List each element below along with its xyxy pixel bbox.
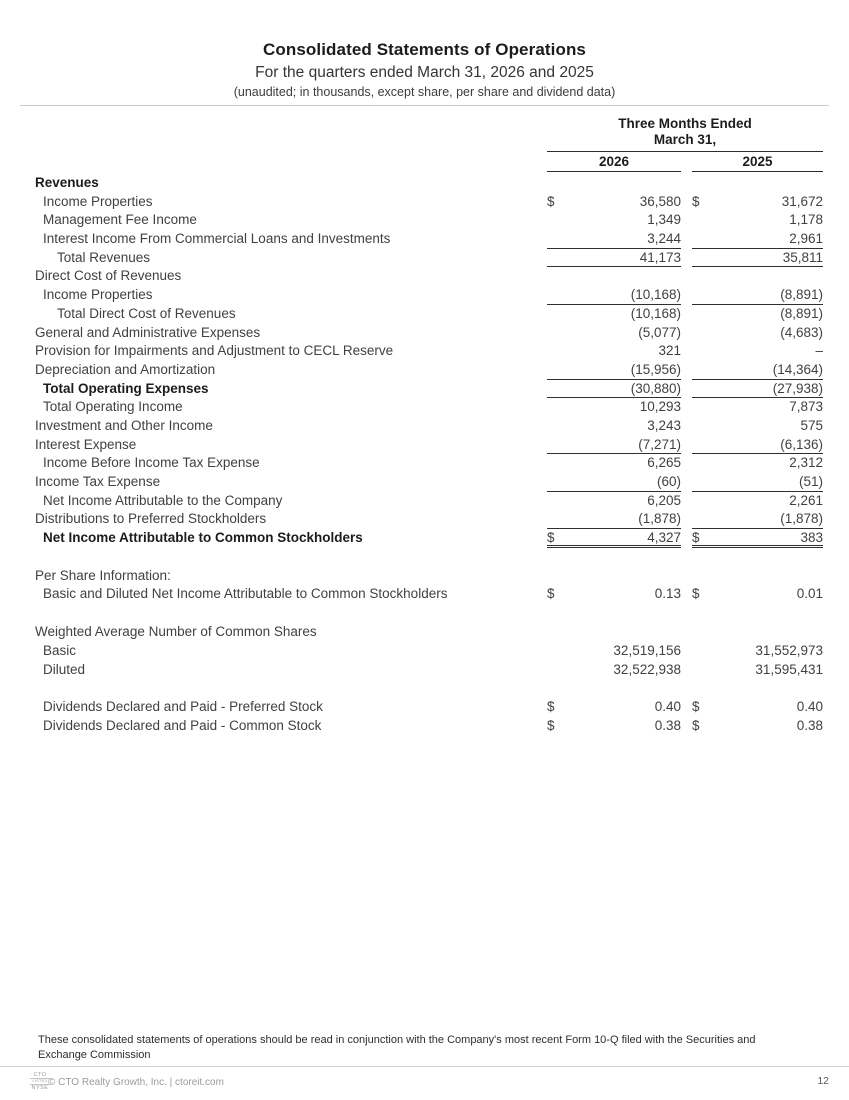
value-cell-2026 bbox=[547, 380, 681, 399]
dollar-sign: $ bbox=[692, 717, 700, 733]
value-cell-2025 bbox=[692, 567, 823, 586]
value-cell-2025 bbox=[692, 342, 823, 361]
row-label: Management Fee Income bbox=[43, 212, 197, 228]
row-label: Income Properties bbox=[43, 193, 153, 209]
table-row bbox=[35, 193, 823, 212]
row-label: Dividends Declared and Paid - Preferred Stock bbox=[43, 699, 323, 715]
row-label: Revenues bbox=[35, 175, 99, 190]
cell-value: (14,364) bbox=[772, 361, 823, 377]
value-cell-2026 bbox=[547, 623, 681, 642]
value-cell-2026 bbox=[547, 529, 681, 548]
cell-value: (10,168) bbox=[630, 305, 681, 321]
table-row bbox=[35, 249, 823, 268]
cell-value: 0.38 bbox=[654, 717, 681, 733]
dollar-sign: $ bbox=[547, 193, 555, 209]
row-label: Total Direct Cost of Revenues bbox=[57, 305, 236, 321]
table-row bbox=[35, 436, 823, 455]
table-row bbox=[35, 623, 823, 642]
table-row bbox=[35, 510, 823, 529]
value-cell-2026 bbox=[547, 698, 681, 717]
header-divider bbox=[20, 105, 829, 106]
value-cell-2025 bbox=[692, 492, 823, 511]
period-header bbox=[547, 116, 823, 152]
value-cell-2026 bbox=[547, 305, 681, 324]
dollar-sign: $ bbox=[692, 699, 700, 715]
cell-value: 383 bbox=[800, 530, 823, 546]
dollar-sign: $ bbox=[547, 717, 555, 733]
value-cell-2025 bbox=[692, 454, 823, 473]
table-row bbox=[35, 342, 823, 361]
value-cell-2026 bbox=[547, 286, 681, 305]
footnote-text: These consolidated statements of operations should be read in conjunction with the Company's most recent Form 10-Q filed with the Securities and Exchange Commission bbox=[38, 1034, 756, 1062]
value-cell-2026 bbox=[547, 510, 681, 529]
value-cell-2025 bbox=[692, 267, 823, 286]
page-footer bbox=[0, 1067, 849, 1100]
value-cell-2025 bbox=[692, 717, 823, 736]
dollar-sign: $ bbox=[692, 193, 700, 209]
logo-cto-text: CTO bbox=[33, 1072, 47, 1078]
row-label: Diluted bbox=[43, 661, 86, 677]
cell-value: (27,938) bbox=[772, 380, 823, 396]
value-cell-2025 bbox=[692, 642, 823, 661]
cell-value: (4,683) bbox=[780, 324, 823, 340]
value-cell-2025 bbox=[692, 230, 823, 249]
cell-value: (60) bbox=[656, 474, 681, 489]
table-row bbox=[35, 267, 823, 286]
value-cell-2025 bbox=[692, 361, 823, 380]
cell-value: (8,891) bbox=[780, 287, 823, 303]
cell-value: (5,077) bbox=[638, 324, 681, 340]
value-cell-2026 bbox=[547, 342, 681, 361]
table-row bbox=[35, 230, 823, 249]
table-row bbox=[35, 398, 823, 417]
table-row bbox=[35, 492, 823, 511]
column-header-2025: 2025 bbox=[692, 153, 823, 172]
value-cell-2026 bbox=[547, 361, 681, 380]
value-cell-2026 bbox=[547, 492, 681, 511]
table-row bbox=[35, 661, 823, 680]
value-cell-2026 bbox=[547, 249, 681, 268]
table-row bbox=[35, 211, 823, 230]
value-cell-2026 bbox=[547, 642, 681, 661]
row-label: Basic bbox=[43, 642, 77, 658]
table-row bbox=[35, 380, 823, 399]
row-spacer bbox=[35, 604, 823, 623]
row-label: Income Tax Expense bbox=[35, 474, 161, 489]
cell-value: (6,136) bbox=[780, 436, 823, 452]
row-label: Per Share Information: bbox=[35, 567, 171, 583]
logo-nyse-text: NYSE bbox=[31, 1085, 49, 1091]
cell-value: 36,580 bbox=[639, 193, 681, 209]
table-row bbox=[35, 324, 823, 343]
value-cell-2026 bbox=[547, 211, 681, 230]
table-row bbox=[35, 567, 823, 586]
row-label: Depreciation and Amortization bbox=[35, 361, 216, 377]
row-label: Net Income Attributable to the Company bbox=[43, 492, 283, 508]
period-header-line2: March 31, bbox=[547, 132, 823, 152]
document-header bbox=[0, 40, 849, 99]
table-row bbox=[35, 473, 823, 492]
table-row bbox=[35, 361, 823, 380]
cell-value: 3,244 bbox=[647, 231, 681, 247]
table-header bbox=[35, 116, 823, 152]
cell-value: 35,811 bbox=[782, 249, 823, 265]
value-cell-2025 bbox=[692, 623, 823, 642]
cell-value: (30,880) bbox=[630, 380, 681, 396]
statement-table bbox=[35, 116, 823, 736]
cell-value: 2,312 bbox=[789, 455, 823, 471]
table-row bbox=[35, 642, 823, 661]
value-cell-2025 bbox=[692, 529, 823, 548]
cell-value: (1,878) bbox=[638, 511, 681, 527]
row-label: Weighted Average Number of Common Shares bbox=[35, 624, 317, 640]
cell-value: (15,956) bbox=[630, 361, 681, 377]
cell-value: 32,519,156 bbox=[613, 642, 681, 658]
page-subtitle: For the quarters ended March 31, 2026 and 2025 bbox=[255, 64, 594, 81]
row-spacer bbox=[35, 679, 823, 698]
cell-value: 321 bbox=[658, 343, 681, 359]
row-label: Total Operating Income bbox=[43, 399, 183, 415]
row-label: Distributions to Preferred Stockholders bbox=[35, 511, 267, 527]
value-cell-2025 bbox=[692, 510, 823, 529]
value-cell-2025 bbox=[692, 398, 823, 417]
value-cell-2026 bbox=[547, 717, 681, 736]
row-label: Dividends Declared and Paid - Common Stock bbox=[43, 717, 322, 733]
value-cell-2025 bbox=[692, 211, 823, 230]
value-cell-2026 bbox=[547, 661, 681, 680]
value-cell-2026 bbox=[547, 567, 681, 586]
cell-value: 1,349 bbox=[647, 212, 681, 228]
cell-value: 31,595,431 bbox=[755, 661, 823, 677]
cell-value: (1,878) bbox=[780, 511, 823, 527]
value-cell-2026 bbox=[547, 473, 681, 492]
page-note: (unaudited; in thousands, except share, per share and dividend data) bbox=[233, 85, 616, 99]
cell-value: 575 bbox=[800, 417, 823, 433]
value-cell-2026 bbox=[547, 454, 681, 473]
value-cell-2025 bbox=[692, 661, 823, 680]
value-cell-2025 bbox=[692, 417, 823, 436]
table-row bbox=[35, 417, 823, 436]
cell-value: (51) bbox=[798, 474, 823, 489]
dollar-sign: $ bbox=[692, 586, 700, 602]
value-cell-2025 bbox=[692, 174, 823, 193]
cell-value: 1,178 bbox=[789, 212, 823, 228]
dollar-sign: $ bbox=[547, 530, 555, 546]
year-header-row bbox=[35, 153, 823, 172]
table-row bbox=[35, 454, 823, 473]
value-cell-2026 bbox=[547, 585, 681, 604]
table-row bbox=[35, 585, 823, 604]
row-label: Income Properties bbox=[43, 287, 153, 303]
row-label: Direct Cost of Revenues bbox=[35, 268, 182, 284]
row-label: Income Before Income Tax Expense bbox=[43, 455, 260, 471]
table-row bbox=[35, 286, 823, 305]
period-header-line1: Three Months Ended bbox=[618, 116, 752, 131]
row-spacer bbox=[35, 548, 823, 567]
cell-value: 0.40 bbox=[654, 699, 681, 715]
cell-value: – bbox=[815, 343, 823, 359]
cell-value: 31,552,973 bbox=[755, 642, 823, 658]
row-label: General and Administrative Expenses bbox=[35, 324, 261, 340]
cell-value: 0.01 bbox=[796, 586, 823, 602]
row-label: Provision for Impairments and Adjustment to CECL Reserve bbox=[35, 343, 394, 359]
cell-value: 32,522,938 bbox=[613, 661, 681, 677]
cell-value: 6,205 bbox=[647, 492, 681, 508]
cell-value: 0.38 bbox=[796, 717, 823, 733]
value-cell-2025 bbox=[692, 436, 823, 455]
cell-value: 41,173 bbox=[639, 249, 681, 265]
cell-value: 3,243 bbox=[647, 417, 681, 433]
row-label: Interest Income From Commercial Loans and Investments bbox=[43, 231, 391, 247]
cell-value: (10,168) bbox=[630, 287, 681, 303]
cell-value: 0.13 bbox=[654, 586, 681, 602]
value-cell-2025 bbox=[692, 286, 823, 305]
cell-value: (7,271) bbox=[638, 436, 681, 452]
value-cell-2025 bbox=[692, 305, 823, 324]
table-row bbox=[35, 305, 823, 324]
value-cell-2026 bbox=[547, 230, 681, 249]
logo-listed-text: LISTED bbox=[30, 1078, 50, 1085]
cell-value: 4,327 bbox=[647, 530, 681, 546]
value-cell-2025 bbox=[692, 585, 823, 604]
row-label: Investment and Other Income bbox=[35, 417, 213, 433]
row-label: Basic and Diluted Net Income Attributable to Common Stockholders bbox=[43, 586, 448, 602]
cell-value: 2,961 bbox=[789, 231, 823, 247]
dollar-sign: $ bbox=[547, 586, 555, 602]
value-cell-2026 bbox=[547, 436, 681, 455]
page-title: Consolidated Statements of Operations bbox=[263, 40, 586, 59]
table-row bbox=[35, 174, 823, 193]
cell-value: 31,672 bbox=[781, 193, 823, 209]
value-cell-2025 bbox=[692, 249, 823, 268]
value-cell-2026 bbox=[547, 324, 681, 343]
value-cell-2025 bbox=[692, 380, 823, 399]
statement-rows bbox=[35, 174, 823, 736]
cell-value: 6,265 bbox=[647, 455, 681, 471]
value-cell-2025 bbox=[692, 193, 823, 212]
cell-value: 2,261 bbox=[789, 492, 823, 508]
row-label: Interest Expense bbox=[35, 436, 137, 452]
value-cell-2026 bbox=[547, 193, 681, 212]
table-row bbox=[35, 698, 823, 717]
value-cell-2025 bbox=[692, 698, 823, 717]
dollar-sign: $ bbox=[547, 699, 555, 715]
value-cell-2025 bbox=[692, 324, 823, 343]
nyse-listed-logo bbox=[30, 1072, 50, 1091]
value-cell-2026 bbox=[547, 398, 681, 417]
page-number: 12 bbox=[817, 1075, 829, 1087]
table-row bbox=[35, 529, 823, 548]
copyright-text: © CTO Realty Growth, Inc. | ctoreit.com bbox=[48, 1077, 224, 1088]
value-cell-2026 bbox=[547, 417, 681, 436]
value-cell-2026 bbox=[547, 174, 681, 193]
value-cell-2025 bbox=[692, 473, 823, 492]
row-label: Total Operating Expenses bbox=[43, 380, 209, 396]
row-label: Net Income Attributable to Common Stockholders bbox=[43, 530, 363, 546]
column-header-2026: 2026 bbox=[547, 153, 681, 172]
dollar-sign: $ bbox=[692, 530, 700, 546]
cell-value: 0.40 bbox=[796, 699, 823, 715]
cell-value: 10,293 bbox=[639, 399, 681, 415]
table-row bbox=[35, 717, 823, 736]
value-cell-2026 bbox=[547, 267, 681, 286]
cell-value: 7,873 bbox=[789, 399, 823, 415]
cell-value: (8,891) bbox=[780, 305, 823, 321]
row-label: Total Revenues bbox=[57, 249, 151, 265]
